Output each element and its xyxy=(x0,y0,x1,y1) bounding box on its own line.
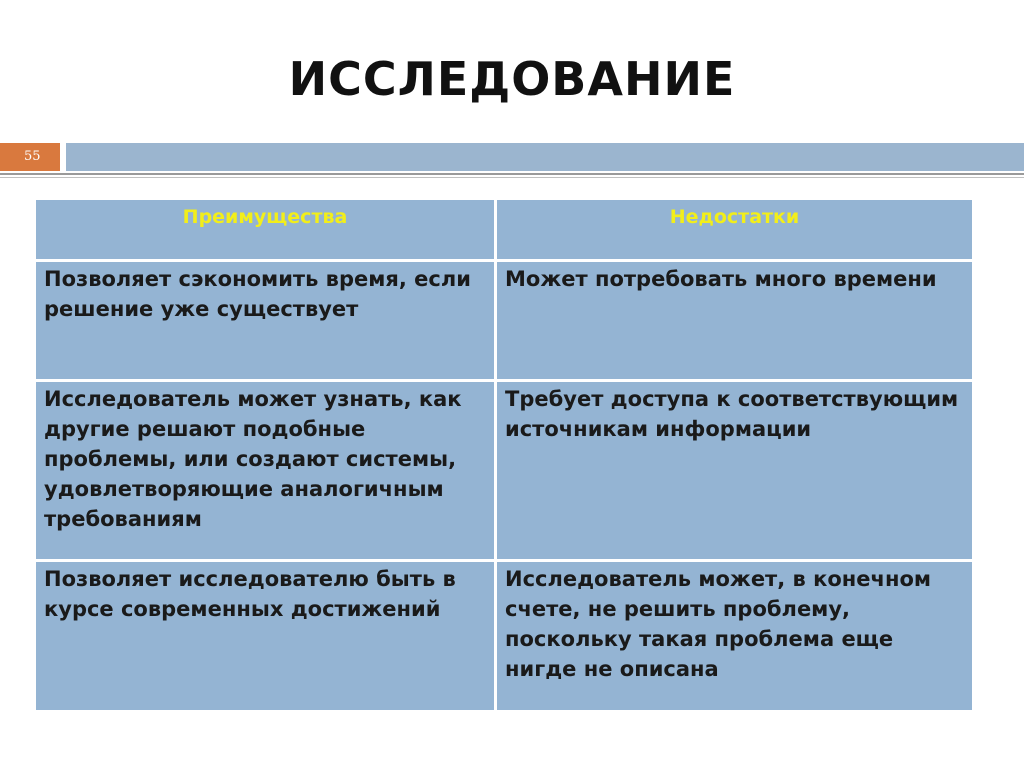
disadvantage-cell: Исследователь может, в конечном счете, не решить проблему, поскольку такая проблема еще нигде не описана xyxy=(496,561,974,712)
disadvantage-cell: Требует доступа к соответствующим источникам информации xyxy=(496,381,974,561)
page-number-badge xyxy=(0,143,60,171)
slide-title: ИССЛЕДОВАНИЕ xyxy=(288,52,736,106)
table-row xyxy=(35,561,974,712)
divider-line xyxy=(0,173,1024,175)
disadvantage-cell: Может потребовать много времени xyxy=(496,261,974,381)
table-row xyxy=(35,381,974,561)
header-bar xyxy=(66,143,1024,171)
table-row xyxy=(35,261,974,381)
advantage-cell: Исследователь может узнать, как другие решают подобные проблемы, или создают системы, удовлетворяющие аналогичным требованиям xyxy=(35,381,496,561)
comparison-table xyxy=(33,197,975,713)
header-disadvantages: Недостатки xyxy=(496,199,974,261)
advantage-cell: Позволяет исследователю быть в курсе современных достижений xyxy=(35,561,496,712)
header-advantages: Преимущества xyxy=(35,199,496,261)
comparison-table-container xyxy=(33,197,972,713)
advantage-cell: Позволяет сэкономить время, если решение уже существует xyxy=(35,261,496,381)
divider-line-thin xyxy=(0,177,1024,178)
page-number: 55 xyxy=(24,149,41,164)
table-header-row xyxy=(35,199,974,261)
